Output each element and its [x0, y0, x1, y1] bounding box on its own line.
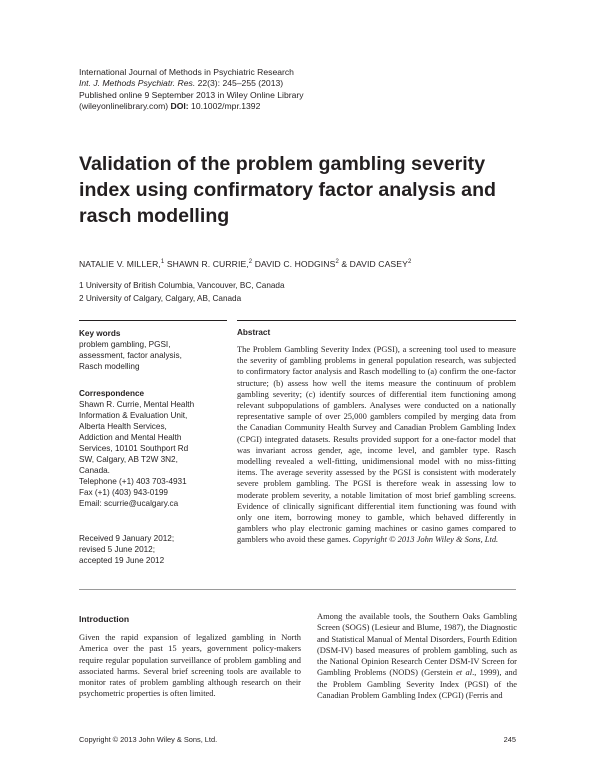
correspondence-phone: Telephone (+1) 403 703-4931 — [79, 477, 187, 486]
citation — [79, 78, 304, 89]
doi-label: DOI: — [170, 101, 189, 112]
intro-column-2-text: Among the available tools, the Southern Oaks Gambling Screen (SOGS) (Lesieur and Blume, 1987), the Diagnostic and Statistical Manual of Mental Disorders, Fourth Edition (DSM-IV) based measures of problem gambling, such as the National Opinion Research Center DSM-IV Screen for Gambling Problems (NODS) (Gerstein — [317, 611, 517, 678]
citation-volume: 22(3): 245–255 (2013) — [195, 78, 284, 89]
correspondence-line: SW, Calgary, AB T2W 3N2, — [79, 455, 178, 464]
received-date: Received 9 January 2012; — [79, 534, 175, 543]
keywords-heading: Key words — [79, 329, 121, 338]
correspondence-line: Information & Evaluation Unit, — [79, 411, 188, 420]
footer-copyright: Copyright © 2013 John Wiley & Sons, Ltd. — [79, 735, 218, 744]
author-affil-mark: 1 — [160, 259, 165, 266]
published-line: Published online 9 September 2013 in Wiley Online Library — [79, 89, 304, 100]
abstract-rule — [237, 320, 516, 321]
affiliation-2: 2 University of Calgary, Calgary, AB, Canada — [79, 294, 242, 303]
doi-value[interactable]: 10.1002/mpr.1392 — [188, 101, 261, 112]
keywords-line: Rasch modelling — [79, 362, 140, 371]
correspondence-section — [79, 388, 227, 509]
correspondence-line: Canada. — [79, 466, 110, 475]
correspondence-line: Shawn R. Currie, Mental Health — [79, 400, 195, 409]
site-url[interactable]: (wileyonlinelibrary.com) — [79, 101, 171, 112]
introduction-heading: Introduction — [79, 614, 130, 624]
keywords-line: problem gambling, PGSI, — [79, 340, 171, 349]
dates-section — [79, 533, 227, 566]
intro-column-2-text-cont: ., 1999), and the Problem Gambling Severity Index (PGSI) of the Canadian Problem Gambling Index (CPGI) (Ferris and — [317, 667, 517, 700]
abstract-text: The Problem Gambling Severity Index (PGSI), a screening tool used to measure the severity of gambling problems in general population research, was subjected to confirmatory factor analysis and Rasch modelling to (a) confirm the one-factor structure; (b) assess how well the items measure the continuum of problem gambling severity; (c) identify sources of differential item functioning among relevant subpopulations of gamblers. Analyses were conducted on a nationally representative sample of over 25,000 gamblers compiled by merging data from the Canadian Community Health Survey and Canadian Problem Gambling Index (CPGI) integrated datasets. Results provided support for a one-factor model that was invariant across gender, age, income level, and gambler type. Rasch modelling revealed a well-fitting, unidimensional model with no miss-fitting items. The average severity assessed by the PGSI is consistent with moderately severe problem gambling. The PGSI is therefore weak in assessing low to moderate problem severity, a notable limitation of most brief gambling screens. Evidence of clinically significant differential item functioning was found with only one item, borrowing money to gamble, which behaved differently in gamblers who play electronic gaming machines or casino games compared to gamblers who avoid these games. — [237, 344, 516, 545]
correspondence-fax: Fax (+1) (403) 943-0199 — [79, 488, 168, 497]
author-name: NATALIE V. MILLER, — [79, 259, 161, 269]
page-number: 245 — [503, 735, 516, 744]
author-name: & DAVID CASEY — [338, 259, 408, 269]
accepted-date: accepted 19 June 2012 — [79, 556, 165, 565]
section-divider — [79, 589, 516, 590]
correspondence-email[interactable]: Email: scurrie@ucalgary.ca — [79, 499, 179, 508]
abstract-copyright: Copyright © 2013 John Wiley & Sons, Ltd. — [352, 534, 499, 545]
correspondence-line: Services, 10101 Southport Rd — [79, 444, 189, 453]
intro-column-1: Given the rapid expansion of legalized gambling in North America over the past 15 years, government policy-makers require regular population surveillance of problem gambling and associated harms. Several brief screening tools are available to monitor rates of problem gambling although research on their psychometric properties is often limited. — [79, 632, 301, 699]
correspondence-line: Addiction and Mental Health — [79, 433, 182, 442]
left-column-rule — [79, 320, 227, 321]
intro-etal: et al — [456, 667, 473, 678]
journal-header — [79, 67, 304, 113]
affiliation-1: 1 University of British Columbia, Vancouver, BC, Canada — [79, 281, 285, 290]
author-name: DAVID C. HODGINS — [252, 259, 336, 269]
citation-journal-abbrev: Int. J. Methods Psychiatr. Res. — [79, 78, 196, 89]
author-list — [79, 259, 411, 269]
abstract-heading: Abstract — [237, 328, 271, 337]
intro-column-2 — [317, 611, 517, 701]
author-affil-mark: 2 — [335, 259, 339, 266]
abstract-body — [237, 344, 516, 546]
author-affil-mark: 2 — [407, 259, 412, 266]
article-title: Validation of the problem gambling severity index using confirmatory factor analysis and rasch modelling — [79, 153, 497, 227]
author-affil-mark: 2 — [248, 259, 253, 266]
keywords-line: assessment, factor analysis, — [79, 351, 182, 360]
revised-date: revised 5 June 2012; — [79, 545, 156, 554]
author-name: SHAWN R. CURRIE, — [164, 259, 249, 269]
journal-name: International Journal of Methods in Psychiatric Research — [79, 67, 294, 77]
correspondence-heading: Correspondence — [79, 389, 145, 398]
keywords-section — [79, 328, 227, 372]
doi-line — [79, 101, 304, 112]
correspondence-line: Alberta Health Services, — [79, 422, 167, 431]
